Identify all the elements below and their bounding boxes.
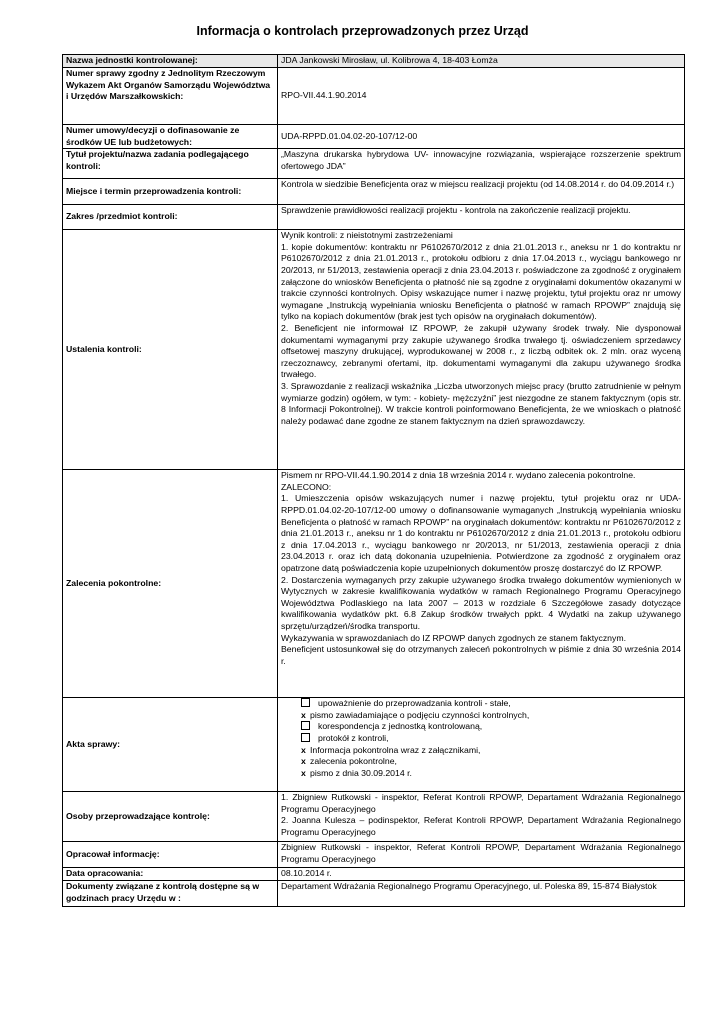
ustalenia-paragraph: Wynik kontroli: z nieistotnymi zastrzeżeniami xyxy=(281,230,453,241)
label-numer-umowy: Numer umowy/decyzji o dofinasowanie ze środków UE lub budżetowych: xyxy=(63,125,278,149)
value-akta xyxy=(278,698,685,792)
zalecenia-paragraph: 2. Dostarczenia wymaganych przy zakupie używanego środka trwałego dokumentów wymienionych w Wytycznych w zakresie kwalifikowania wydatków w ramach Regionalnego Programu Operacyjnego Województwa Podlaskiego na lata 2007 – 2013 w rozdziale 6 Szczegółowe zasady dotyczące kwalifikowania wydatków pkt. 6.8 Zakup środków trwałych ppkt. 4 Wydatki na zakup używanego sprzętu/urządzeń/środka transportu. xyxy=(281,574,681,631)
x-mark-icon: x xyxy=(301,767,306,778)
label-miejsce: Miejsce i termin przeprowadzenia kontroli: xyxy=(63,179,278,205)
ustalenia-paragraph: 1. kopie dokumentów: kontraktu nr P6102670/2012 z dnia 21.01.2013 r., aneksu nr 1 do kontraktu nr P6102670/2012 z dnia 21.01.2013 r., protokołu odbioru z dnia 17.04.2013 r., wyciągu bankowego nr 20/2013, nr 51/2013, zestawienia operacji z dnia 23.04.2013 r. poświadczone za zgodność z oryginałem załączone do wniosków Beneficjenta o płatność nie są zgodne z oryginałami dokumentów okazanymi w trakcie czynności kontrolnych. Opisy wskazujące numer i nazwę projektu, tytuł projektu oraz nr umowy wymagane „Instrukcją wypełniania wniosku Beneficjenta o płatność w ramach RPOWP” znajdują się tylko na kopiach dokumentów (brak jest tych opisów na oryginałach dokumentów). xyxy=(281,241,681,322)
label-opracowal: Opracował informację: xyxy=(63,842,278,868)
value-zalecenia xyxy=(278,470,685,698)
label-jednostka: Nazwa jednostki kontrolowanej: xyxy=(63,55,278,68)
akta-item: x Informacja pokontrolna wraz z załącznikami, xyxy=(301,744,481,755)
unchecked-box-icon xyxy=(301,721,310,730)
x-mark-icon: x xyxy=(301,744,306,755)
value-data: 08.10.2014 r. xyxy=(278,868,685,881)
row-numer-umowy xyxy=(63,125,685,149)
osoba-line: 1. Zbigniew Rutkowski - inspektor, Referat Kontroli RPOWP, Departament Wdrażania Regionalnego Programu Operacyjnego xyxy=(281,792,681,814)
zalecenia-paragraph: ZALECONO: xyxy=(281,481,332,492)
value-miejsce: Kontrola w siedzibie Beneficjenta oraz w miejscu realizacji projektu (od 14.08.2014 r. do 04.09.2014 r.) xyxy=(278,179,685,205)
row-miejsce xyxy=(63,179,685,205)
row-data xyxy=(63,868,685,881)
zalecenia-paragraph: Beneficjent ustosunkował się do otrzymanych zaleceń pokontrolnych w piśmie z dnia 30 września 2014 r. xyxy=(281,644,681,666)
akta-item: protokół z kontroli, xyxy=(281,733,681,745)
value-numer-sprawy: RPO-VII.44.1.90.2014 xyxy=(278,68,685,125)
label-ustalenia: Ustalenia kontroli: xyxy=(63,230,278,470)
zalecenia-paragraph: 1. Umieszczenia opisów wskazujących numer i nazwę projektu, tytuł projektu oraz nr UDA-RPPD.01.04.02-20-107/12-00 umowy o dofinansowanie wymaganych „Instrukcją wypełniania wniosku Beneficjenta o płatność w ramach RPOWP” na oryginałach dokumentów: kontraktu nr P6102670/2012 z dnia 21.01.2013 r., aneksu nr 1 do kontraktu nr P6102670/2012 z dnia 21.01.2013 r., protokołu odbioru z dnia 17.04.2013 r., wyciągu bankowego nr 20/2013, nr 51/2013, zestawienia operacji z dnia 23.04.2013 r. oraz ich datą dokonania uzupełnienia. Potwierdzone za zgodność z oryginałem oraz opatrzone datą poświadczenia kopie uzupełnionych dokumentów proszę dostarczyć do IZ RPOWP. xyxy=(281,493,681,573)
row-ustalenia xyxy=(63,230,685,470)
value-jednostka: JDA Jankowski Mirosław, ul. Kolibrowa 4, 18-403 Łomża xyxy=(278,55,685,68)
row-tytul xyxy=(63,149,685,179)
label-dokumenty: Dokumenty związane z kontrolą dostępne są w godzinach pracy Urzędu w : xyxy=(63,881,278,907)
value-osoby xyxy=(278,792,685,842)
ustalenia-paragraph: 3. Sprawozdanie z realizacji wskaźnika „Liczba utworzonych miejsc pracy (brutto zatrudnienie w pełnym wymiarze godzin) ogółem, w tym: - kobiety- mężczyźni” jest niezgodne ze stanem faktycznym (opis str. 8 Informacji Pokontrolnej). W trakcie kontroli poinformowano Beneficjenta, że we wnioskach o płatność należy podawać dane zgodne ze stanem faktycznym na dzień sprawozdawczy. xyxy=(281,380,681,426)
row-numer-sprawy xyxy=(63,68,685,125)
x-mark-icon: x xyxy=(301,756,306,767)
value-dokumenty: Departament Wdrażania Regionalnego Programu Operacyjnego, ul. Poleska 89, 15-874 Białystok xyxy=(278,881,685,907)
zalecenia-paragraph: Pismem nr RPO-VII.44.1.90.2014 z dnia 18 września 2014 r. wydano zalecenia pokontrolne. xyxy=(281,470,636,481)
label-zakres: Zakres /przedmiot kontroli: xyxy=(63,205,278,230)
inspection-table xyxy=(62,54,685,907)
row-dokumenty xyxy=(63,881,685,907)
label-numer-sprawy: Numer sprawy zgodny z Jednolitym Rzeczowym Wykazem Akt Organów Samorządu Województwa i Urzędów Marszałkowskich: xyxy=(63,68,278,125)
akta-item: x zalecenia pokontrolne, xyxy=(301,756,397,767)
value-tytul: „Maszyna drukarska hybrydowa UV- innowacyjne rozwiązania, wspierające rozszerzenie spektrum ofertowego JDA” xyxy=(278,149,685,179)
unchecked-box-icon xyxy=(301,733,310,742)
akta-item: korespondencja z jednostką kontrolowaną, xyxy=(281,721,681,733)
unchecked-box-icon xyxy=(301,698,310,707)
value-ustalenia xyxy=(278,230,685,470)
osoba-line: 2. Joanna Kulesza – podinspektor, Referat Kontroli RPOWP, Departament Wdrażania Regionalnego Programu Operacyjnego xyxy=(281,815,681,837)
zalecenia-paragraph: Wykazywania w sprawozdaniach do IZ RPOWP danych zgodnych ze stanem faktycznym. xyxy=(281,632,626,643)
akta-item: upoważnienie do przeprowadzania kontroli - stałe, xyxy=(281,698,681,710)
value-zakres: Sprawdzenie prawidłowości realizacji projektu - kontrola na zakończenie realizacji projektu. xyxy=(278,205,685,230)
x-mark-icon: x xyxy=(301,709,306,720)
label-tytul: Tytuł projektu/nazwa zadania podlegającego kontroli: xyxy=(63,149,278,179)
ustalenia-paragraph: 2. Beneficjent nie informował IZ RPOWP, że zakupił używany środek trwały. Nie dysponował dokumentami wymaganymi przy zakupie używanego środka trwałego tj. oświadczeniem sprzedawcy offsetowej maszyny drukującej, wyprodukowanej w 2008 r., z liczbą odbitek ok. 2 mln. oraz wyceną rzeczoznawcy, zebranymi ofertami, itp. dokumentami wymaganymi dla zakupu używanego środka trwałego. xyxy=(281,322,681,380)
akta-item: x pismo z dnia 30.09.2014 r. xyxy=(301,767,412,778)
row-akta xyxy=(63,698,685,792)
row-osoby xyxy=(63,792,685,842)
row-opracowal xyxy=(63,842,685,868)
label-data: Data opracowania: xyxy=(63,868,278,881)
row-zakres xyxy=(63,205,685,230)
value-numer-umowy: UDA-RPPD.01.04.02-20-107/12-00 xyxy=(278,125,685,149)
label-akta: Akta sprawy: xyxy=(63,698,278,792)
label-zalecenia: Zalecenia pokontrolne: xyxy=(63,470,278,698)
page-title: Informacja o kontrolach przeprowadzonych przez Urząd xyxy=(196,24,529,38)
akta-item: x pismo zawiadamiające o podjęciu czynności kontrolnych, xyxy=(301,709,530,720)
label-osoby: Osoby przeprowadzające kontrolę: xyxy=(63,792,278,842)
value-opracowal: Zbigniew Rutkowski - inspektor, Referat Kontroli RPOWP, Departament Wdrażania Regionalnego Programu Operacyjnego xyxy=(278,842,685,868)
row-zalecenia xyxy=(63,470,685,698)
row-jednostka xyxy=(63,55,685,68)
